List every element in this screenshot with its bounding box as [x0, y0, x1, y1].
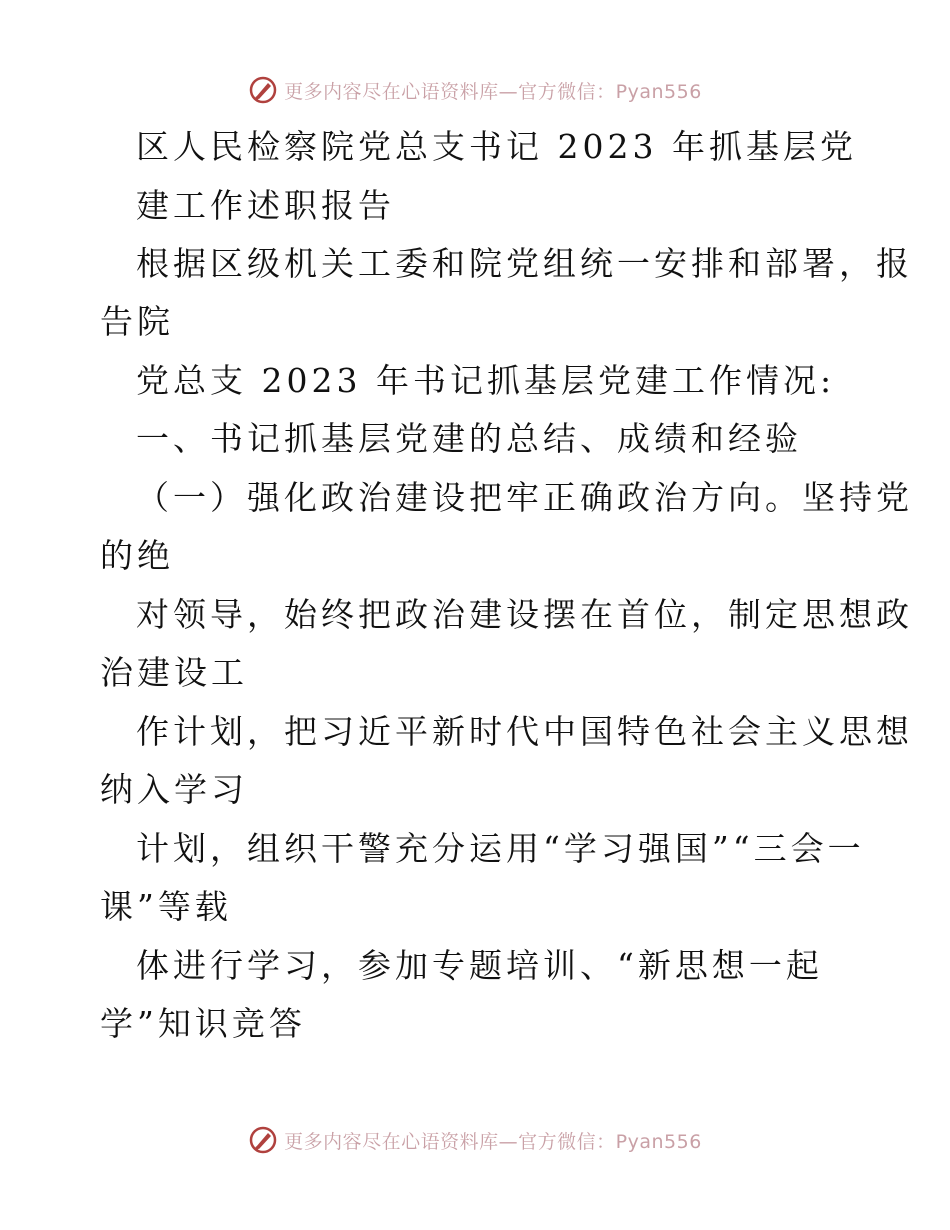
- pen-circle-logo-icon: [248, 75, 278, 105]
- paragraph-line: 体进行学习，参加专题培训、“新思想一起: [136, 946, 823, 985]
- pen-circle-logo-icon: [248, 1125, 278, 1155]
- paragraph-line: 告院: [100, 302, 174, 341]
- paragraph-line: 的绝: [100, 536, 174, 575]
- paragraph-line: 计划，组织干警充分运用“学习强国”“三会一: [136, 829, 865, 868]
- section-heading: 一、书记抓基层党建的总结、成绩和经验: [136, 419, 802, 458]
- title-line-1: 区人民检察院党总支书记 2023 年抓基层党: [136, 127, 857, 166]
- paragraph-line: 作计划，把习近平新时代中国特色社会主义思想: [136, 712, 913, 751]
- watermark-text: 更多内容尽在心语资料库—官方微信：Pyan556: [284, 1130, 702, 1153]
- paragraph-line: 对领导，始终把政治建设摆在首位，制定思想政: [136, 595, 913, 634]
- watermark-text: 更多内容尽在心语资料库—官方微信：Pyan556: [284, 80, 702, 103]
- paragraph-line: 学”知识竞答: [100, 1004, 306, 1043]
- paragraph-line: 纳入学习: [100, 770, 248, 809]
- paragraph-line: （一）强化政治建设把牢正确政治方向。坚持党: [136, 478, 913, 517]
- paragraph-line: 课”等载: [100, 887, 232, 926]
- title-line-2: 建工作述职报告: [136, 186, 395, 225]
- paragraph-line: 党总支 2023 年书记抓基层党建工作情况:: [136, 361, 836, 400]
- footer-watermark: [0, 1122, 950, 1158]
- paragraph-line: 治建设工: [100, 653, 248, 692]
- paragraph-line: 根据区级机关工委和院党组统一安排和部署，报: [136, 244, 913, 283]
- header-watermark: [0, 72, 950, 108]
